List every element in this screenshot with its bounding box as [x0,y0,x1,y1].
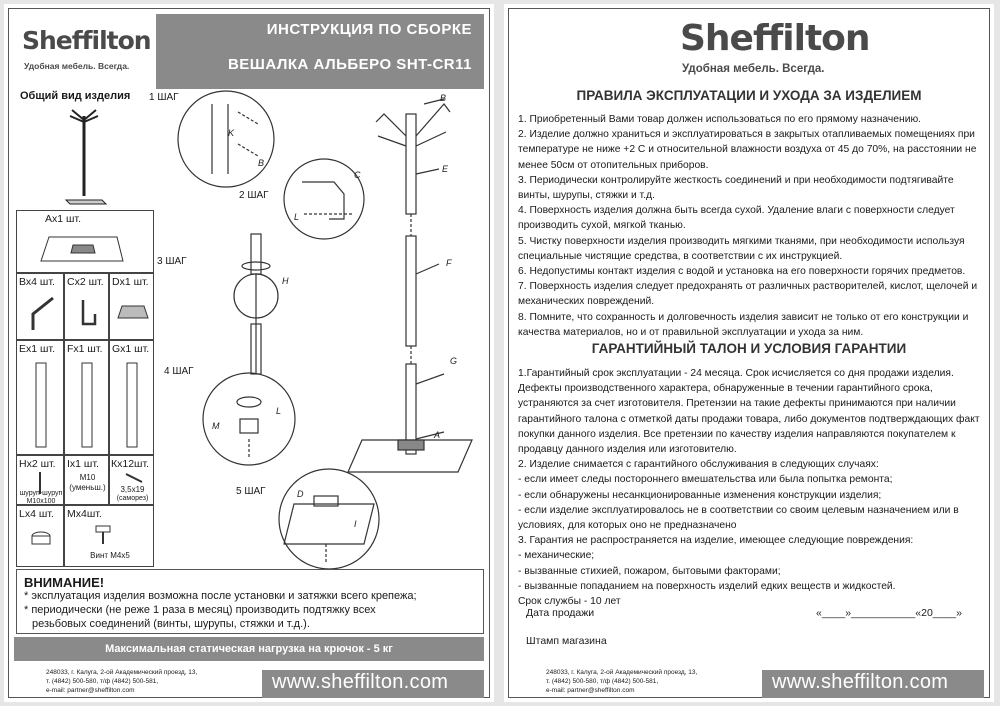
rule-item: 4. Поверхность изделия должна быть всегда сухой. Удаление влаги с поверхности следует производить сухой, мягкой тканью. [518,205,955,232]
diagram-letter-b-bottom: B [258,158,265,168]
warranty-item: - если обнаружены несанкционированные изменения конструкции изделия; [518,489,882,501]
footer-address-line-3: e-mail: partner@sheffilton.com [46,687,135,694]
foot-l-icon [29,530,53,550]
rule-item: 2. Изделие должно храниться и эксплуатироваться в закрытых отапливаемых помещениях при температуре не ниже +2 С и относительной влажности воздуха от 45 до 70%, на расстоянии не менее 50см от отопительных приборов. [518,129,977,171]
footer-url[interactable]: www.sheffilton.com [272,671,449,693]
part-note-i-main: М10 [79,473,96,482]
tube-e-icon [31,361,51,451]
tube-f-icon [77,361,97,451]
part-label-a: Ах1 шт. [45,213,81,225]
footer-address-line-1: 248033, г. Калуга, 2-ой Академический проезд, 13, [46,669,198,676]
glass-base-icon [37,233,127,267]
brand-logo: Sheffilton [22,26,151,55]
diagram-letter-g: G [450,356,458,366]
rule-item: 7. Поверхность изделия следует предохранять от различных растворителей, кислот, щелочей и механических повреждений. [518,281,978,308]
brand-slogan: Удобная мебель. Всегда. [24,61,130,71]
part-cell-h [16,455,64,505]
warning-line-2: * периодически (не реже 1 раза в месяц) производить подтяжку всех [24,604,376,616]
max-load-bar: Максимальная статическая нагрузка на крючок - 5 кг [14,637,484,661]
hook-c-icon [73,294,103,334]
diagram-letter-i: I [354,519,357,529]
diagram-letter-a: A [434,430,441,440]
step-5-label: 5 ШАГ [236,486,266,497]
diagram-letter-l-step4: L [276,406,282,416]
step-1-label: 1 ШАГ [149,92,179,103]
rule-item: 8. Помните, что сохранность и долговечность изделия зависит не только от его конструкции и качества материалов, но и от правильной эксплуатации и ухода за ним. [518,311,969,338]
part-note-k-sub: (саморез) [116,495,149,502]
warranty-page [504,4,994,702]
warranty-item: - если имеет следы постороннего вмешательства или была попытка ремонта; [518,474,893,486]
overview-rack-drawing [44,104,124,209]
rule-item: 3. Периодически контролируйте жесткость соединений и при необходимости подтягивайте винты, шурупы, стяжки и т.д. [518,174,954,202]
diagram-letter-h: H [282,276,289,286]
rules-title: ПРАВИЛА ЭКСПЛУАТАЦИИ И УХОДА ЗА ИЗДЕЛИЕМ [576,88,922,103]
warranty-item: - вызванные попаданием на поверхность изделий едких веществ и жидкостей. [518,580,896,592]
warranty-item: - вызванные стихией, пожаром, бытовыми факторами; [518,565,781,577]
diagram-letter-e: E [442,164,449,174]
part-note-m: Винт М4х5 [90,551,130,560]
rule-item: 1. Приобретенный Вами товар должен использоваться по его прямому назначению. [518,114,922,125]
sale-date-label: Дата продажи [526,607,595,619]
brand-logo-box [14,14,156,89]
part-note-k-main: 3,5х19 [120,485,145,494]
warranty-item: - если изделие эксплуатировалось не в соответствии со своим целевым назначением или в условиях, для которых оно не предназначено [518,504,959,532]
product-title: ВЕШАЛКА АЛЬБЕРО SHT-CR11 [227,56,472,73]
warranty-item: - механические; [518,550,595,562]
part-cell-l [16,505,64,567]
warranty-item: 2. Изделие снимается с гарантийного обслуживания в следующих случаях: [518,459,879,471]
part-cell-e [16,340,64,455]
diagram-letter-f: F [446,258,452,268]
step-2-label: 2 ШАГ [239,190,269,201]
part-cell-i [64,455,109,505]
tube-g-icon [122,361,142,451]
diagram-letter-c: C [354,170,361,180]
sale-date-field[interactable]: «____»___________«20____» [816,607,962,619]
part-cell-m [64,505,154,567]
part-label-i: Iх1 шт. [67,458,99,470]
diagram-letter-k: K [228,128,235,138]
rule-item: 5. Чистку поверхности изделия производить мягкими тканями, при необходимости используя специальные чистящие средства, в соответствии с их инструкцией. [518,235,965,262]
part-cell-a [16,210,154,273]
warranty-item: Срок службы - 10 лет [518,596,621,608]
diagram-letter-b-top: B [440,93,447,103]
part-cell-c [64,273,109,340]
hook-b-icon [23,292,59,336]
footer-address-line-2: т. (4842) 500-580, т/ф (4842) 500-581, [46,678,159,685]
warranty-item: 3. Гарантия не распространяется на изделие, имеющее следующие повреждения: [518,535,914,547]
diagram-letter-m: M [212,421,220,431]
part-label-c: Сх2 шт. [67,276,104,288]
screw-m-icon [93,524,113,546]
part-label-l: Lx4 шт. [19,508,54,520]
footer-address [46,668,197,695]
warranty-list [518,366,982,609]
plate-d-icon [116,300,150,324]
footer-address-line-3: e-mail: partner@sheffilton.com [546,687,635,694]
rules-list [518,112,982,340]
warning-line-3: резьбовых соединений (винты, шурупы, стяжки и т.д.). [32,618,310,630]
part-label-g: Gх1 шт. [112,343,150,355]
brand-logo: Sheffilton [680,18,870,59]
warning-box [16,569,484,634]
footer-address-line-2: т. (4842) 500-580, т/ф (4842) 500-581, [546,678,659,685]
footer-address-line-1: 248033, г. Калуга, 2-ой Академический проезд, 13, [546,669,698,676]
footer-address [546,668,697,695]
step-4-label: 4 ШАГ [164,366,194,377]
brand-slogan: Удобная мебель. Всегда. [682,63,825,75]
part-label-h: Нх2 шт. [19,458,56,470]
warning-title: ВНИМАНИЕ! [24,575,105,590]
part-label-m: Мх4шт. [67,508,102,520]
part-cell-f [64,340,109,455]
part-cell-b [16,273,64,340]
warranty-item: 1.Гарантийный срок эксплуатации - 24 месяца. Срок исчисляется со дня продажи изделия. Дефекты производственного характера, обнаруженные в течении гарантийного срока, устраняются за счет изготовителя. Претензии на такие дефекты принимаются при наличии гарантийного талона с отметкой даты продажи товара, либо документов подтверждающих факт покупки данного изделия. Все претензии по качеству изделия направляются покупателем к продавцу данного изделия или изготовителю. [518,368,980,456]
warranty-title: ГАРАНТИЙНЫЙ ТАЛОН И УСЛОВИЯ ГАРАНТИИ [591,341,907,356]
store-stamp-label: Штамп магазина [526,635,607,647]
part-label-b: Вх4 шт. [19,276,55,288]
self-tapping-screw-icon [124,470,144,486]
overview-label: Общий вид изделия [20,90,131,102]
assembly-instruction-page [4,4,494,702]
part-cell-d [109,273,154,340]
part-cell-k [109,455,154,505]
part-label-d: Dx1 шт. [112,276,149,288]
diagram-letter-l-step2: L [294,212,300,222]
part-label-e: Ех1 шт. [19,343,55,355]
footer-url[interactable]: www.sheffilton.com [772,671,949,693]
rule-item: 6. Недопустимы контакт изделия с водой и установка на его поверхности горячих предметов. [518,266,966,278]
step-3-label: 3 ШАГ [157,256,187,267]
assembly-diagram [154,84,484,569]
part-label-f: Fх1 шт. [67,343,103,355]
part-note-h: шуруп-шуруп М10х100 [19,490,63,505]
part-label-k: Кх12шт. [111,458,150,470]
diagram-letter-d: D [297,489,304,499]
warning-line-1: * эксплуатация изделия возможна после установки и затяжки всего крепежа; [24,590,417,602]
part-note-i-sub: (уменьш.) [69,483,106,492]
instruction-title: ИНСТРУКЦИЯ ПО СБОРКЕ [266,21,472,38]
part-cell-g [109,340,154,455]
